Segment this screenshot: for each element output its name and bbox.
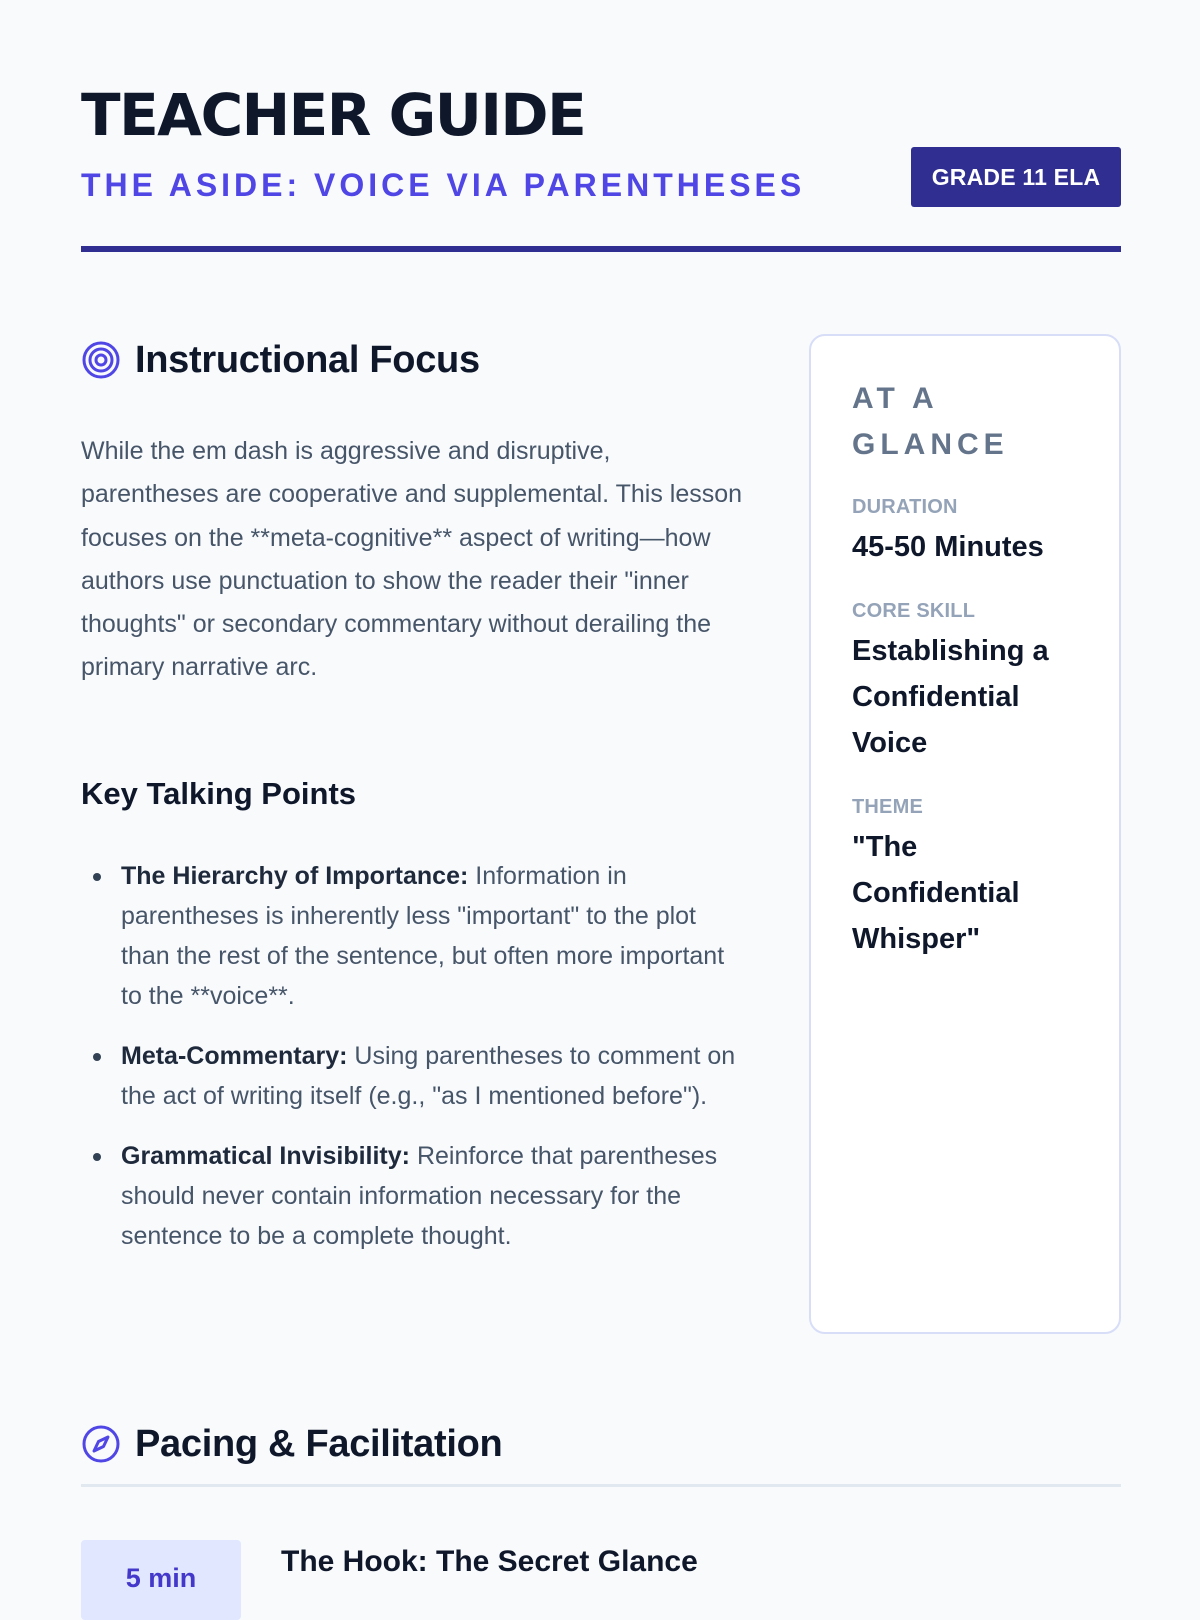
document-header — [81, 82, 1121, 254]
grade-badge: GRADE 11 ELA — [911, 147, 1121, 207]
time-badge: 5 min — [81, 1540, 241, 1620]
pacing-item-title: The Hook: The Secret Glance — [281, 1545, 698, 1578]
list-item — [81, 1136, 751, 1256]
core-skill-value: Establishing a Confidential Voice — [852, 635, 1049, 759]
teacher-guide-page — [81, 0, 1121, 1600]
pacing-heading — [81, 1422, 502, 1466]
point-text: Information in parentheses is inherently less "important" to the plot than the rest of the sentence, but often more important to the **voice**. — [121, 862, 725, 1010]
list-item — [81, 856, 751, 1016]
header-divider — [81, 246, 1121, 252]
list-item — [81, 1036, 751, 1116]
talking-points-list — [81, 856, 751, 1276]
point-term: Meta-Commentary: — [121, 1042, 348, 1070]
core-skill-label: CORE SKILL — [852, 600, 976, 622]
bullet-icon — [93, 873, 101, 881]
bullet-icon — [93, 1053, 101, 1061]
page-subtitle: THE ASIDE: VOICE VIA PARENTHESES — [81, 167, 806, 203]
glance-title: AT A GLANCE — [852, 382, 1009, 461]
point-text: Reinforce that parentheses should never contain information necessary for the sentence to be a complete thought. — [121, 1142, 718, 1250]
point-text: Using parentheses to comment on the act of writing itself (e.g., "as I mentioned before"). — [121, 1042, 736, 1110]
point-term: Grammatical Invisibility: — [121, 1142, 410, 1170]
theme-label: THEME — [852, 796, 923, 818]
bullet-icon — [93, 1153, 101, 1161]
instructional-focus-heading — [81, 338, 480, 382]
theme-value: "The Confidential Whisper" — [852, 831, 1020, 955]
pacing-item — [81, 1540, 1121, 1600]
focus-paragraph: While the em dash is aggressive and disruptive, parentheses are cooperative and supplemental. This lesson focuses on the **meta-cognitive** aspect of writing—how authors use punctuation to show the reader their "inner thoughts" or secondary commentary without derailing the primary narrative arc. — [81, 437, 743, 682]
pacing-divider — [81, 1484, 1121, 1487]
section-title: Instructional Focus — [135, 339, 480, 381]
duration-value: 45-50 Minutes — [852, 531, 1044, 563]
at-a-glance-card — [809, 334, 1121, 1334]
talking-points-heading: Key Talking Points — [81, 776, 357, 811]
page-title: TEACHER GUIDE — [81, 81, 586, 149]
target-icon — [81, 340, 121, 380]
compass-icon — [81, 1424, 121, 1464]
section-title: Pacing & Facilitation — [135, 1423, 503, 1465]
point-term: The Hierarchy of Importance: — [121, 862, 469, 890]
duration-label: DURATION — [852, 496, 958, 518]
